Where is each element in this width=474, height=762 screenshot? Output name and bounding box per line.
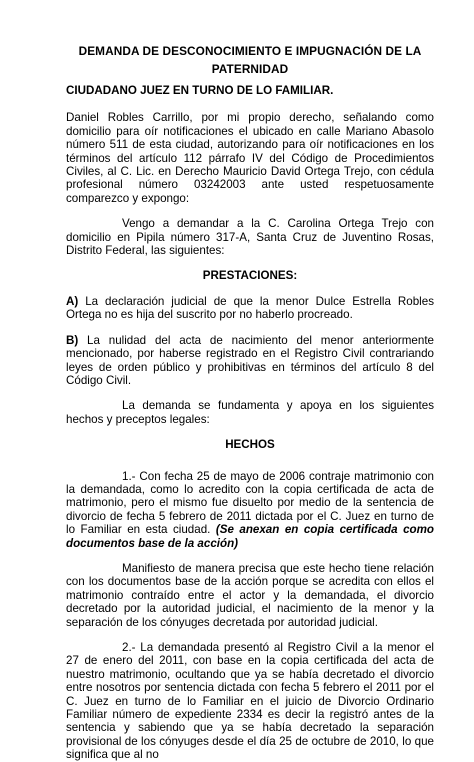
hechos-heading: HECHOS xyxy=(225,438,275,452)
hecho-1-note: (Se anexan en copia certificada como documentos base de la acción) xyxy=(66,523,434,550)
prestacion-a-letter: A) xyxy=(66,294,79,308)
hecho-2-paragraph: 2.- La demandada presentó al Registro Civil a la menor el 27 de enero del 2011, con base en la copia certificada del acta de nuestro matrimonio, ocultando que ya se había decretado el divorcio entre nosotros por sentencia dictada con fecha 5 febrero el 2011 por el C. Juez en turno de lo Familiar en el juicio de Divorcio Ordinario Familiar número de expediente 2334 es decir la registró antes de la sentencia y sabiendo que ya se había decretado la separación provisional de los cónyuges desde el día 25 de octubre de 2010, lo que significa que al no xyxy=(66,641,434,762)
intro-paragraph: Daniel Robles Carrillo, por mi propio derecho, señalando como domicilio para oír notificaciones el ubicado en calle Mariano Abasolo número 511 de esta ciudad, autorizando para oír notificaciones en los términos del artículo 112 párrafo IV del Código de Procedimientos Civiles, al C. Lic. en Derecho Mauricio David Ortega Trejo, con cédula profesional número 03242003 ante usted respetuosamente comparezco y expongo: xyxy=(66,111,434,205)
demand-paragraph: Vengo a demandar a la C. Carolina Ortega Trejo con domicilio en Pipila número 317-A, Santa Cruz de Juventino Rosas, Distrito Federal, las siguientes: xyxy=(66,217,434,258)
hecho-1-text: 1.- Con fecha 25 de mayo de 2006 contraje matrimonio con la demandada, como lo acredito con la copia certificada de acta de matrimonio, pero el mismo fue disuelto por medio de la sentencia de divorcio de fecha 5 febrero de 2011 dictada por el C. Juez en turno de lo Familiar en esta ciudad. xyxy=(66,469,434,537)
document-title xyxy=(66,42,434,78)
prestacion-b-text: La nulidad del acta de nacimiento del menor anteriormente mencionado, por haberse registrado en el Registro Civil contrariando leyes de orden público y prohibitivas en términos del artículo 8 del Código Civil. xyxy=(66,333,434,387)
prestacion-a xyxy=(66,295,434,322)
prestacion-a-text: La declaración judicial de que la menor Dulce Estrella Robles Ortega no es hija del suscrito por no haberlo procreado. xyxy=(66,294,434,322)
prestacion-b xyxy=(66,334,434,388)
manifiesto-paragraph: Manifiesto de manera precisa que este hecho tiene relación con los documentos base de la acción porque se acredita con ellos el matrimonio contraído entre el actor y la demandada, el divorcio decretado por la autoridad judicial, el nacimiento de la menor y la separación de los cónyuges decretada por autoridad judicial. xyxy=(66,561,434,629)
fundamento-paragraph: La demanda se fundamenta y apoya en los siguientes hechos y preceptos legales: xyxy=(66,399,434,426)
title-line-2: PATERNIDAD xyxy=(211,62,289,76)
hecho-1-paragraph xyxy=(66,470,434,550)
prestaciones-heading: PRESTACIONES: xyxy=(202,269,298,283)
title-line-1: DEMANDA DE DESCONOCIMIENTO E IMPUGNACIÓN DE LA xyxy=(78,44,422,58)
prestacion-b-letter: B) xyxy=(66,333,79,347)
addressee: CIUDADANO JUEZ EN TURNO DE LO FAMILIAR. xyxy=(66,84,334,97)
